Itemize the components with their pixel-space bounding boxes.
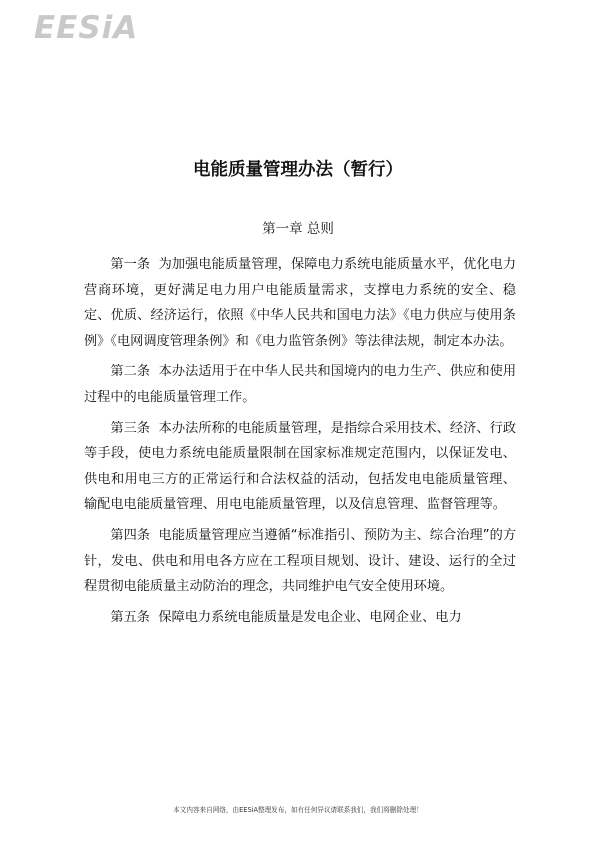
article-3 bbox=[84, 416, 516, 518]
article-text: 保障电力系统电能质量是发电企业、电网企业、电力 bbox=[158, 609, 462, 625]
article-number: 第二条 bbox=[110, 364, 151, 380]
article-number: 第五条 bbox=[110, 609, 150, 625]
article-text: 电能质量管理应当遵循“标准指引、预防为主、综合治理”的方针，发电、供电和用电各方应在工程项目规划、设计、建设、运行的全过程贯彻电能质量主动防治的理念，共同维护电气安全使用环境。 bbox=[84, 527, 517, 595]
article-text: 为加强电能质量管理，保障电力系统电能质量水平，优化电力营商环境，更好满足电力用户电能质量需求，支撑电力系统的安全、稳定、优质、经济运行，依照《中华人民共和国电力法》《电力供应与使用条例》《电网调度管理条例》和《电力监管条例》等法律法规，制定本办法。 bbox=[84, 257, 517, 349]
article-number: 第四条 bbox=[110, 527, 151, 543]
document-title: 电能质量管理办法（暂行） bbox=[193, 160, 403, 180]
article-text: 本办法所称的电能质量管理，是指综合采用技术、经济、行政等手段，使电力系统电能质量限制在国家标准规定范围内，以保证发电、供电和用电三方的正常运行和合法权益的活动，包括发电电能质量管理、输配电电能质量管理、用电电能质量管理，以及信息管理、监督管理等。 bbox=[84, 420, 517, 513]
article-number: 第一条 bbox=[110, 257, 151, 272]
footer-disclaimer: 本文内容来自网络，由EESiA整理发布，如有任何异议请联系我们，我们将删除处理！ bbox=[173, 806, 423, 814]
article-4 bbox=[84, 523, 516, 600]
eesia-logo: EESiA bbox=[34, 10, 139, 46]
article-5 bbox=[84, 605, 516, 631]
article-2 bbox=[84, 359, 516, 410]
chapter-title: 第一章 总则 bbox=[262, 221, 334, 237]
article-1 bbox=[84, 252, 516, 354]
article-text: 本办法适用于在中华人民共和国境内的电力生产、供应和使用过程中的电能质量管理工作。 bbox=[84, 364, 517, 405]
article-list bbox=[84, 252, 516, 635]
article-number: 第三条 bbox=[110, 420, 151, 436]
